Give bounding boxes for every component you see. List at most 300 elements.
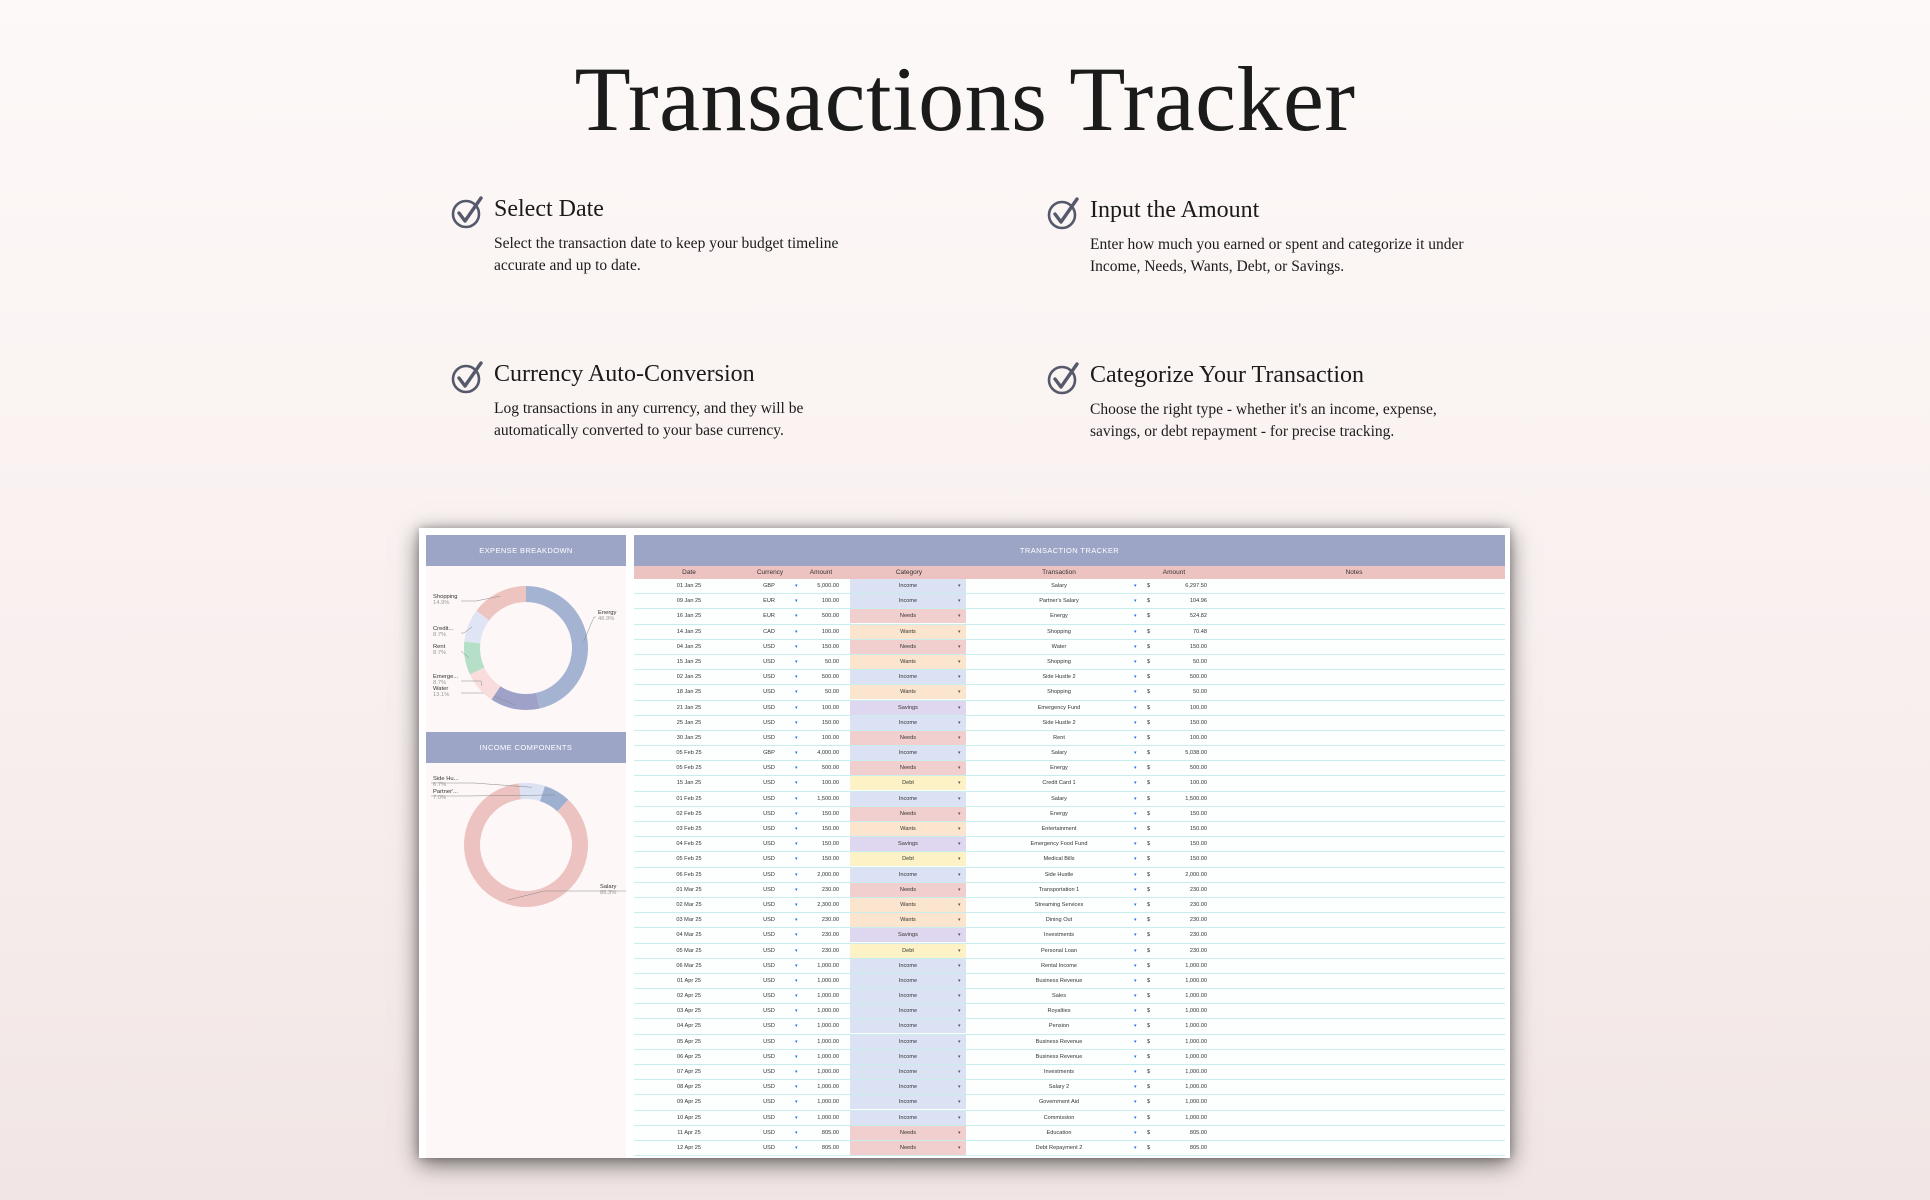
date-cell[interactable]: 04 Jan 25 [676,643,702,650]
amount-cell[interactable]: 1,500.00 [817,795,839,802]
table-row[interactable] [634,670,1505,685]
category-select[interactable]: Income [850,1095,966,1109]
transaction-dropdown-icon[interactable]: ▾ [1134,886,1137,893]
transaction-dropdown-icon[interactable]: ▾ [1134,1023,1137,1030]
table-row[interactable] [634,822,1505,837]
currency-dropdown-icon[interactable]: ▾ [795,1023,798,1030]
currency-select[interactable]: USD [763,1069,775,1075]
currency-select[interactable]: USD [763,932,775,939]
category-dropdown-icon[interactable]: ▾ [958,658,961,665]
table-row[interactable] [634,1141,1505,1156]
currency-dropdown-icon[interactable]: ▾ [795,810,798,817]
transaction-select[interactable]: Sales [1052,993,1066,1000]
currency-select[interactable]: USD [763,947,775,954]
category-dropdown-icon[interactable]: ▾ [958,1129,961,1136]
category-dropdown-icon[interactable]: ▾ [958,1069,961,1075]
transaction-dropdown-icon[interactable]: ▾ [1134,1144,1137,1151]
table-row[interactable] [634,609,1505,624]
currency-dropdown-icon[interactable]: ▾ [795,1099,798,1106]
category-select[interactable]: Wants [850,822,966,836]
transaction-select[interactable]: Government Aid [1038,1099,1080,1106]
amount-cell[interactable]: 1,000.00 [817,962,839,969]
transaction-select[interactable]: Business Revenue [1035,977,1083,984]
amount-cell[interactable]: 50.00 [825,689,839,696]
amount-cell[interactable]: 1,000.00 [817,1023,839,1030]
transaction-select[interactable]: Transportation 1 [1038,886,1080,893]
currency-select[interactable]: USD [763,658,775,665]
transaction-select[interactable]: Credit Card 1 [1042,780,1076,787]
transaction-select[interactable]: Salary [1051,583,1067,589]
currency-select[interactable]: EUR [763,598,775,605]
currency-select[interactable]: USD [763,1053,775,1060]
table-row[interactable] [634,655,1505,670]
transaction-select[interactable]: Rental Income [1040,962,1078,969]
date-cell[interactable]: 06 Apr 25 [677,1053,701,1060]
transaction-select[interactable]: Royalties [1047,1008,1071,1015]
table-row[interactable] [634,913,1505,928]
amount-cell[interactable]: 805.00 [821,1144,839,1151]
currency-select[interactable]: USD [763,1008,775,1015]
table-row[interactable] [634,989,1505,1004]
transaction-dropdown-icon[interactable]: ▾ [1134,780,1137,787]
category-select[interactable]: Income [850,959,966,973]
currency-select[interactable]: USD [763,856,775,863]
currency-select[interactable]: USD [763,689,775,696]
amount-cell[interactable]: 1,000.00 [817,1069,839,1075]
category-select[interactable]: Debt [850,852,966,866]
table-row[interactable] [634,640,1505,655]
date-cell[interactable]: 02 Feb 25 [676,810,702,817]
currency-select[interactable]: USD [763,1023,775,1030]
table-row[interactable] [634,761,1505,776]
category-select[interactable]: Needs [850,1141,966,1155]
currency-dropdown-icon[interactable]: ▾ [795,932,798,939]
currency-dropdown-icon[interactable]: ▾ [795,993,798,1000]
category-select[interactable]: Savings [850,837,966,851]
category-select[interactable]: Savings [850,928,966,942]
table-row[interactable] [634,1111,1505,1126]
category-select[interactable]: Income [850,594,966,608]
category-select[interactable]: Wants [850,655,966,669]
transaction-dropdown-icon[interactable]: ▾ [1134,795,1137,802]
currency-dropdown-icon[interactable]: ▾ [795,1129,798,1136]
currency-select[interactable]: USD [763,1129,775,1136]
amount-cell[interactable]: 805.00 [821,1129,839,1136]
transaction-dropdown-icon[interactable]: ▾ [1134,1084,1137,1091]
date-cell[interactable]: 15 Jan 25 [676,658,702,665]
amount-cell[interactable]: 150.00 [821,841,839,848]
currency-dropdown-icon[interactable]: ▾ [795,1008,798,1015]
transaction-select[interactable]: Emergency Food Fund [1030,841,1088,848]
date-cell[interactable]: 01 Jan 25 [676,583,702,589]
transaction-dropdown-icon[interactable]: ▾ [1134,977,1137,984]
transaction-select[interactable]: Energy [1050,613,1068,620]
table-row[interactable] [634,944,1505,959]
table-row[interactable] [634,776,1505,791]
transaction-dropdown-icon[interactable]: ▾ [1134,856,1137,863]
date-cell[interactable]: 06 Feb 25 [676,871,702,878]
transaction-select[interactable]: Salary 2 [1048,1084,1070,1091]
transaction-select[interactable]: Debt Repayment 2 [1035,1144,1083,1151]
transaction-dropdown-icon[interactable]: ▾ [1134,826,1137,832]
amount-cell[interactable]: 2,300.00 [817,901,839,908]
amount-cell[interactable]: 1,000.00 [817,1114,839,1121]
category-dropdown-icon[interactable]: ▾ [958,613,961,620]
category-select[interactable]: Needs [850,1126,966,1140]
amount-cell[interactable]: 500.00 [821,765,839,772]
category-select[interactable]: Income [850,1050,966,1064]
category-select[interactable]: Income [850,989,966,1003]
transaction-dropdown-icon[interactable]: ▾ [1134,962,1137,969]
date-cell[interactable]: 04 Feb 25 [676,841,702,848]
transaction-dropdown-icon[interactable]: ▾ [1134,947,1137,954]
category-select[interactable]: Wants [850,913,966,927]
currency-dropdown-icon[interactable]: ▾ [795,901,798,908]
amount-cell[interactable]: 100.00 [821,704,839,711]
amount-cell[interactable]: 230.00 [821,947,839,954]
transaction-dropdown-icon[interactable]: ▾ [1134,1053,1137,1060]
table-row[interactable] [634,1095,1505,1110]
transaction-dropdown-icon[interactable]: ▾ [1134,901,1137,908]
currency-dropdown-icon[interactable]: ▾ [795,917,798,924]
currency-dropdown-icon[interactable]: ▾ [795,750,798,757]
category-dropdown-icon[interactable]: ▾ [958,841,961,848]
transaction-select[interactable]: Partner's Salary [1039,598,1079,605]
currency-select[interactable]: CAD [763,628,775,635]
currency-select[interactable]: GBP [763,750,775,757]
transaction-dropdown-icon[interactable]: ▾ [1134,1114,1137,1121]
currency-select[interactable]: USD [763,871,775,878]
date-cell[interactable]: 03 Mar 25 [676,917,702,924]
currency-dropdown-icon[interactable]: ▾ [795,598,798,605]
category-dropdown-icon[interactable]: ▾ [958,810,961,817]
category-dropdown-icon[interactable]: ▾ [958,628,961,635]
currency-dropdown-icon[interactable]: ▾ [795,674,798,681]
table-row[interactable] [634,1050,1505,1065]
category-select[interactable]: Income [850,746,966,760]
category-select[interactable]: Needs [850,609,966,623]
transaction-select[interactable]: Energy [1050,810,1068,817]
category-dropdown-icon[interactable]: ▾ [958,1053,961,1060]
transaction-select[interactable]: Investments [1043,932,1075,939]
transaction-select[interactable]: Rent [1053,734,1065,741]
date-cell[interactable]: 18 Jan 25 [676,689,702,696]
transaction-dropdown-icon[interactable]: ▾ [1134,932,1137,939]
currency-dropdown-icon[interactable]: ▾ [795,658,798,665]
transaction-dropdown-icon[interactable]: ▾ [1134,871,1137,878]
currency-dropdown-icon[interactable]: ▾ [795,734,798,741]
transaction-dropdown-icon[interactable]: ▾ [1134,734,1137,741]
table-row[interactable] [634,837,1505,852]
amount-cell[interactable]: 1,000.00 [817,1084,839,1091]
category-select[interactable]: Income [850,716,966,730]
transaction-select[interactable]: Dining Out [1045,917,1073,924]
currency-select[interactable]: USD [763,795,775,802]
currency-select[interactable]: USD [763,704,775,711]
currency-dropdown-icon[interactable]: ▾ [795,689,798,696]
category-select[interactable]: Debt [850,944,966,958]
currency-select[interactable]: USD [763,901,775,908]
date-cell[interactable]: 11 Apr 25 [677,1129,701,1136]
table-row[interactable] [634,1080,1505,1095]
amount-cell[interactable]: 50.00 [825,658,839,665]
category-dropdown-icon[interactable]: ▾ [958,750,961,757]
transaction-dropdown-icon[interactable]: ▾ [1134,810,1137,817]
table-row[interactable] [634,898,1505,913]
currency-select[interactable]: EUR [763,613,775,620]
currency-dropdown-icon[interactable]: ▾ [795,765,798,772]
currency-select[interactable]: USD [763,1114,775,1121]
table-row[interactable] [634,1035,1505,1050]
category-dropdown-icon[interactable]: ▾ [958,689,961,696]
category-dropdown-icon[interactable]: ▾ [958,932,961,939]
date-cell[interactable]: 02 Jan 25 [676,674,702,681]
table-row[interactable] [634,959,1505,974]
category-select[interactable]: Savings [850,701,966,715]
currency-dropdown-icon[interactable]: ▾ [795,871,798,878]
table-row[interactable] [634,1065,1505,1080]
transaction-select[interactable]: Shopping [1047,658,1071,665]
currency-dropdown-icon[interactable]: ▾ [795,780,798,787]
category-select[interactable]: Needs [850,731,966,745]
date-cell[interactable]: 03 Feb 25 [676,826,702,832]
currency-select[interactable]: USD [763,719,775,726]
date-cell[interactable]: 05 Mar 25 [676,947,702,954]
table-row[interactable] [634,883,1505,898]
category-select[interactable]: Income [850,868,966,882]
date-cell[interactable]: 05 Feb 25 [676,750,702,757]
category-select[interactable]: Income [850,1004,966,1018]
currency-dropdown-icon[interactable]: ▾ [795,841,798,848]
amount-cell[interactable]: 1,000.00 [817,1038,839,1045]
date-cell[interactable]: 06 Mar 25 [676,962,702,969]
table-row[interactable] [634,792,1505,807]
category-select[interactable]: Income [850,1019,966,1033]
table-row[interactable] [634,868,1505,883]
currency-dropdown-icon[interactable]: ▾ [795,856,798,863]
transaction-dropdown-icon[interactable]: ▾ [1134,917,1137,924]
transaction-dropdown-icon[interactable]: ▾ [1134,765,1137,772]
category-select[interactable]: Income [850,1035,966,1049]
amount-cell[interactable]: 500.00 [821,674,839,681]
currency-select[interactable]: USD [763,977,775,984]
date-cell[interactable]: 02 Mar 25 [676,901,702,908]
amount-cell[interactable]: 1,000.00 [817,1099,839,1106]
category-dropdown-icon[interactable]: ▾ [958,901,961,908]
table-row[interactable] [634,852,1505,867]
currency-dropdown-icon[interactable]: ▾ [795,795,798,802]
transaction-dropdown-icon[interactable]: ▾ [1134,719,1137,726]
category-dropdown-icon[interactable]: ▾ [958,977,961,984]
currency-select[interactable]: USD [763,826,775,832]
currency-dropdown-icon[interactable]: ▾ [795,826,798,832]
currency-dropdown-icon[interactable]: ▾ [795,719,798,726]
category-dropdown-icon[interactable]: ▾ [958,886,961,893]
table-row[interactable] [634,594,1505,609]
transaction-select[interactable]: Side Hustle 2 [1042,719,1076,726]
category-select[interactable]: Income [850,974,966,988]
amount-cell[interactable]: 230.00 [821,886,839,893]
table-row[interactable] [634,928,1505,943]
currency-select[interactable]: USD [763,841,775,848]
date-cell[interactable]: 01 Feb 25 [676,795,702,802]
currency-dropdown-icon[interactable]: ▾ [795,1038,798,1045]
transaction-select[interactable]: Medical Bills [1043,856,1075,863]
category-dropdown-icon[interactable]: ▾ [958,704,961,711]
currency-dropdown-icon[interactable]: ▾ [795,643,798,650]
amount-cell[interactable]: 1,000.00 [817,1008,839,1015]
transaction-select[interactable]: Business Revenue [1035,1038,1083,1045]
date-cell[interactable]: 09 Jan 25 [676,598,702,605]
category-select[interactable]: Wants [850,685,966,699]
currency-dropdown-icon[interactable]: ▾ [795,1084,798,1091]
transaction-dropdown-icon[interactable]: ▾ [1134,613,1137,620]
currency-select[interactable]: USD [763,643,775,650]
category-select[interactable]: Income [850,670,966,684]
category-dropdown-icon[interactable]: ▾ [958,583,961,589]
table-row[interactable] [634,1004,1505,1019]
category-dropdown-icon[interactable]: ▾ [958,780,961,787]
amount-cell[interactable]: 100.00 [821,780,839,787]
amount-cell[interactable]: 150.00 [821,719,839,726]
transaction-select[interactable]: Side Hustle [1044,871,1074,878]
currency-select[interactable]: USD [763,810,775,817]
category-select[interactable]: Income [850,1065,966,1079]
currency-select[interactable]: USD [763,1144,775,1151]
category-dropdown-icon[interactable]: ▾ [958,826,961,832]
category-select[interactable]: Wants [850,898,966,912]
table-row[interactable] [634,807,1505,822]
date-cell[interactable]: 08 Apr 25 [677,1084,701,1091]
transaction-dropdown-icon[interactable]: ▾ [1134,1099,1137,1106]
category-select[interactable]: Income [850,579,966,593]
amount-cell[interactable]: 150.00 [821,856,839,863]
category-dropdown-icon[interactable]: ▾ [958,993,961,1000]
amount-cell[interactable]: 230.00 [821,917,839,924]
currency-dropdown-icon[interactable]: ▾ [795,1144,798,1151]
transaction-dropdown-icon[interactable]: ▾ [1134,841,1137,848]
category-dropdown-icon[interactable]: ▾ [958,1114,961,1121]
transaction-dropdown-icon[interactable]: ▾ [1134,993,1137,1000]
currency-select[interactable]: USD [763,780,775,787]
transaction-select[interactable]: Emergency Fund [1037,704,1081,711]
date-cell[interactable]: 03 Apr 25 [677,1008,701,1015]
currency-dropdown-icon[interactable]: ▾ [795,1069,798,1075]
category-dropdown-icon[interactable]: ▾ [958,643,961,650]
category-select[interactable]: Needs [850,761,966,775]
transaction-dropdown-icon[interactable]: ▾ [1134,1008,1137,1015]
amount-cell[interactable]: 1,000.00 [817,993,839,1000]
category-dropdown-icon[interactable]: ▾ [958,1084,961,1091]
category-dropdown-icon[interactable]: ▾ [958,962,961,969]
currency-dropdown-icon[interactable]: ▾ [795,977,798,984]
table-row[interactable] [634,716,1505,731]
currency-select[interactable]: USD [763,993,775,1000]
date-cell[interactable]: 01 Mar 25 [676,886,702,893]
amount-cell[interactable]: 150.00 [821,826,839,832]
date-cell[interactable]: 02 Apr 25 [677,993,701,1000]
transaction-select[interactable]: Streaming Services [1034,901,1084,908]
category-dropdown-icon[interactable]: ▾ [958,765,961,772]
transaction-dropdown-icon[interactable]: ▾ [1134,1038,1137,1045]
date-cell[interactable]: 05 Feb 25 [676,856,702,863]
category-select[interactable]: Needs [850,640,966,654]
currency-dropdown-icon[interactable]: ▾ [795,1114,798,1121]
table-row[interactable] [634,746,1505,761]
category-select[interactable]: Debt [850,776,966,790]
table-row[interactable] [634,625,1505,640]
category-select[interactable]: Income [850,1111,966,1125]
amount-cell[interactable]: 150.00 [821,810,839,817]
transaction-select[interactable]: Salary [1051,795,1067,802]
date-cell[interactable]: 04 Apr 25 [677,1023,701,1030]
transaction-select[interactable]: Pension [1048,1023,1070,1030]
category-dropdown-icon[interactable]: ▾ [958,674,961,681]
table-row[interactable] [634,579,1505,594]
category-dropdown-icon[interactable]: ▾ [958,917,961,924]
currency-select[interactable]: USD [763,674,775,681]
date-cell[interactable]: 05 Feb 25 [676,765,702,772]
transaction-dropdown-icon[interactable]: ▾ [1134,689,1137,696]
transaction-select[interactable]: Entertainment [1041,826,1077,832]
date-cell[interactable]: 09 Apr 25 [677,1099,701,1106]
transaction-dropdown-icon[interactable]: ▾ [1134,583,1137,589]
transaction-dropdown-icon[interactable]: ▾ [1134,658,1137,665]
transaction-dropdown-icon[interactable]: ▾ [1134,704,1137,711]
amount-cell[interactable]: 1,000.00 [817,977,839,984]
date-cell[interactable]: 21 Jan 25 [676,704,702,711]
transaction-dropdown-icon[interactable]: ▾ [1134,750,1137,757]
category-dropdown-icon[interactable]: ▾ [958,734,961,741]
amount-cell[interactable]: 500.00 [821,613,839,620]
currency-select[interactable]: USD [763,1099,775,1106]
date-cell[interactable]: 12 Apr 25 [677,1144,701,1151]
currency-select[interactable]: USD [763,765,775,772]
transaction-select[interactable]: Side Hustle 2 [1042,674,1076,681]
transaction-select[interactable]: Education [1046,1129,1072,1136]
date-cell[interactable]: 16 Jan 25 [676,613,702,620]
table-row[interactable] [634,1126,1505,1141]
transaction-select[interactable]: Energy [1050,765,1068,772]
transaction-select[interactable]: Salary [1051,750,1067,757]
category-select[interactable]: Wants [850,625,966,639]
date-cell[interactable]: 04 Mar 25 [676,932,702,939]
category-dropdown-icon[interactable]: ▾ [958,795,961,802]
category-dropdown-icon[interactable]: ▾ [958,1144,961,1151]
transaction-dropdown-icon[interactable]: ▾ [1134,628,1137,635]
category-select[interactable]: Needs [850,883,966,897]
transaction-select[interactable]: Shopping [1047,689,1071,696]
transaction-dropdown-icon[interactable]: ▾ [1134,674,1137,681]
category-dropdown-icon[interactable]: ▾ [958,1038,961,1045]
category-dropdown-icon[interactable]: ▾ [958,1023,961,1030]
transaction-select[interactable]: Business Revenue [1035,1053,1083,1060]
category-dropdown-icon[interactable]: ▾ [958,719,961,726]
category-dropdown-icon[interactable]: ▾ [958,598,961,605]
date-cell[interactable]: 07 Apr 25 [677,1069,701,1075]
currency-select[interactable]: USD [763,886,775,893]
date-cell[interactable]: 15 Jan 25 [676,780,702,787]
amount-cell[interactable]: 100.00 [821,734,839,741]
table-row[interactable] [634,701,1505,716]
currency-select[interactable]: GBP [763,583,775,589]
amount-cell[interactable]: 100.00 [821,628,839,635]
currency-dropdown-icon[interactable]: ▾ [795,583,798,589]
currency-dropdown-icon[interactable]: ▾ [795,962,798,969]
transaction-dropdown-icon[interactable]: ▾ [1134,1129,1137,1136]
transaction-select[interactable]: Personal Loan [1040,947,1078,954]
table-row[interactable] [634,1019,1505,1034]
